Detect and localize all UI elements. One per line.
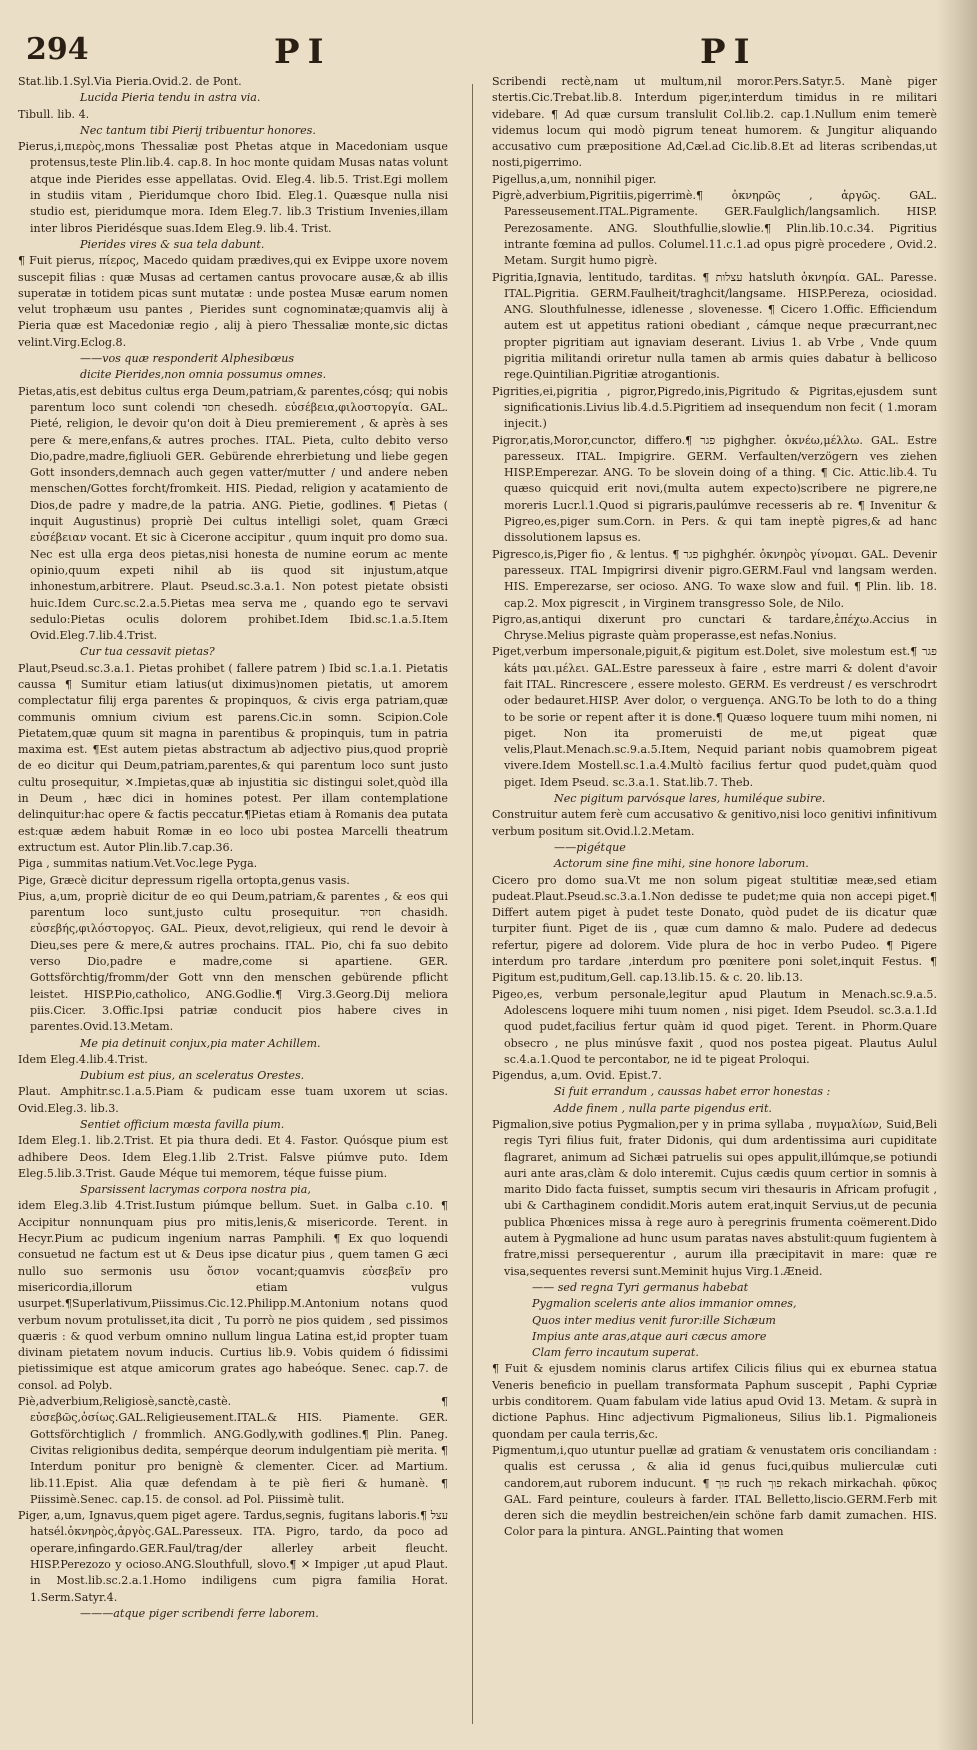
dictionary-entry: Piger, a,um, Ignavus,quem piget agere. Tardus,segnis, fugitans laboris.¶ עצל hatsél.ὀκνηρὸς,ἀργὸς.GAL.Paresseux. ITA. Pigro, tardo, da poco ad operare,infingardo.GER.Faul/trag/der allerley arbeit fleucht. HISP.Perezozo y ocioso.ANG.Slouthfull, slovo.¶ ✕ Impiger ,ut apud Plaut. in Most.lib.sc.2.a.1.Homo indiligens cum pigra familia Horat. 1.Serm.Satyr.4. <box>18 1509 448 1604</box>
dictionary-entry: Pigellus,a,um, nonnihil piger. <box>492 172 657 186</box>
dictionary-entry: Pigendus, a,um. Ovid. Epist.7. <box>492 1069 662 1083</box>
dictionary-entry: Plaut. Amphitr.sc.1.a.5.Piam & pudicam esse tuam uxorem ut scias. Ovid.Eleg.3. lib.3. <box>18 1085 448 1115</box>
dictionary-entry: Pietas,atis,est debitus cultus erga Deum,patriam,& parentes,cósq; qui nobis parentum loco sunt colendi חסד chesedh. εὐσέβεια,φιλοστοργία. GAL. Pieté, religion, le devoir qu'on doit à Dieu premierement , & après à ses pere & mere,enfans,& autres proches. ITAL. Pieta, culto debito verso Dio,padre,madre,figliuoli GER. Gebürende ehrerbietung und liebe gegen Gott insonders,demnach auch gegen vatter/mutter / und andere neben menschen/Gottes forcht/fromkeit. HIS. Piedad, religion y acatamiento de Dios,de padre y madre,de la patria. ANG. Pietie, godlines. ¶ Pietas ( inquit Augustinus) propriè Dei cultus intelligi solet, quam Græci εὐσέβειαν vocant. Et sic à Cicerone accipitur , quum inquit pro domo sua. Nec est ulla erga deos pietas,nisi honesta de numine eorum ac mente opinio,quum expeti nihil ab iis quod sit injustum,atque inhonestum,arbitrere. Plaut. Pseud.sc.3.a.1. Non potest pietate obsisti huic.Idem Curc.sc.2.a.5.Pietas mea serva me , quando ego te servavi sedulo:Pietas oculis dolorem prohibet.Idem Ibid.sc.1.a.5.Item Ovid.Eleg.7.lib.4.Trist. <box>18 384 448 643</box>
dictionary-entry: Pigmentum,i,quo utuntur puellæ ad gratiam & venustatem oris conciliandam : qualis est cerussa , & alia id genus fuci,quibus mulierculæ cuti candorem,aut ruborem inducunt. ¶ פוך ruch פוך rekach mirkachah. φῦκος GAL. Fard peinture, couleurs à farder. ITAL Belletto,liscio.GERM.Ferb mit deren sich die meydlin bestreichen/ein schöne farb damit zumachen. HIS. Color para la pintura. ANGL.Painting that women <box>492 1443 937 1539</box>
dictionary-entry: Si fuit errandum , caussas habet error honestas : <box>554 1085 831 1099</box>
dictionary-entry: Impius ante aras,atque auri cæcus amore <box>532 1329 767 1343</box>
left-column <box>18 74 448 1734</box>
dictionary-entry: Pigrities,ei,pigritia , pigror,Pigredo,inis,Pigritudo & Pigritas,ejusdem sunt significationis.Livius lib.4.d.5.Pigritiem ad insequendum non fecit ( 1.moram injecit.) <box>492 384 937 431</box>
dictionary-entry: ¶ Fuit pierus, πίερος, Macedo quidam prædives,qui ex Evippe uxore novem suscepit filias : quæ Musas ad certamen cantus provocare ausæ,& ab illis superatæ in totidem picas sunt mutatæ : unde postea Musæ earum nomen velut trophæum usu pantes , Pierides sunt cognominatæ;quamvis alij à Pieria quæ est Macedoniæ regio , alij à piero Thessaliæ monte,sic dictas velint.Virg.Eclog.8. <box>18 254 448 349</box>
page-number: 294 <box>26 32 89 67</box>
dictionary-entry: Pigmalion,sive potius Pygmalion,per y in prima syllaba , πυγμαλίων, Suid,Beli regis Tyri filius fuit, frater Didonis, qui dum ardentissima auri cupiditate flagraret, animum ad Sichæi patruelis sui opes appulit,illúmque,se potiundi auri ante aras,clàm & dolo interemit. Cujus cædis quum certior in somnis à marito Dido facta fuisset, sumptis secum viri thesauris in Africam profugit , ubi & Carthaginem condidit.Moris autem erat,inquit Servius,ut de pecunia publica Phœnices missa à rege auro à peregrinis frumenta coëmerent.Dido autem à Pygmalione ad hunc usum paratas naves abstulit:quum fugientem à fratre,missi persequerentur , aurum illa præcipitavit in mare: quæ re visa,sequentes reversi sunt.Meminit hujus Virg.1.Æneid. <box>492 1118 937 1278</box>
dictionary-entry: Pius, a,um, propriè dicitur de eo qui Deum,patriam,& parentes , & eos qui parentum loco sunt,justo cultu prosequitur. חסיד chasidh. εὐσεβής,φιλόστοργος. GAL. Pieux, devot,religieux, qui rend le devoir à Dieu,ses pere & mere,& autres prochains. ITAL. Pio, chi fa suo debito verso Dio,padre e madre,come si apartiene. GER. Gottsförchtig/fromm/der Gott vnn den menschen gebürende pflicht leistet. HISP.Pio,catholico, ANG.Godlie.¶ Virg.3.Georg.Dij meliora piis.Cicer. 3.Offic.Ipsi patriæ conducit pios habere cives in parentes.Ovid.13.Metam. <box>18 889 448 1034</box>
dictionary-entry: Sentiet officium mœsta favilla pium. <box>80 1118 285 1131</box>
dictionary-entry: Idem Eleg.4.lib.4.Trist. <box>18 1052 148 1066</box>
page-gutter-shadow <box>937 0 977 1750</box>
dictionary-entry: Pigro,as,antiqui dixerunt pro cunctari & tardare,ἐπέχω.Accius in Chryse.Melius pigraste quàm properasse,est nefas.Nonius. <box>492 612 937 643</box>
dictionary-entry: Construitur autem ferè cum accusativo & genitivo,nisi loco genitivi infinitivum verbum positum sit.Ovid.l.2.Metam. <box>492 808 937 838</box>
dictionary-entry: Sparsissent lacrymas corpora nostra pia, <box>80 1183 311 1197</box>
dictionary-entry: Me pia detinuit conjux,pia mater Achillem. <box>80 1036 321 1050</box>
dictionary-entry: Pierus,i,πιερὸς,mons Thessaliæ post Phetas atque in Macedoniam usque protensus,teste Plin.lib.4. cap.8. In hoc monte quidam Musas natas volunt atque inde Pierides esse appellatas. Ovid. Eleg.4. lib.5. Trist.Egi mollem in studiis vitam , Pieridumque choro Ibid. Eleg.1. Quæsque nulla nisi studio est, pieridumque mora. Idem Eleg.7. lib.3 Tristium Invenies,illam inter libros Pieridésque suas.Idem Eleg.9. lib.4. Trist. <box>18 140 448 235</box>
dictionary-entry: Nec tantum tibi Pierij tribuentur honores. <box>80 123 316 137</box>
dictionary-entry: Pigresco,is,Piger fio , & lentus. ¶ פגר pighghér. ὀκνηρὸς γίνομαι. GAL. Devenir paresseux. ITAL Impigrirsi divenir pigro.GERM.Faul vnd langsam werden. HIS. Emperezarse, ser ocioso. ANG. To waxe slow and fuil. ¶ Plin. lib. 18. cap.2. Mox pigrescit , in Virginem transgresso Sole, de Nilo. <box>492 547 937 610</box>
dictionary-entry: Lucida Pieria tendu in astra via. <box>80 91 261 105</box>
page-header <box>0 32 977 80</box>
dictionary-entry: Piè,adverbium,Religiosè,sanctè,castè. ¶ εὐσεβῶς,ὁσίως.GAL.Religieusement.ITAL.& HIS. Piamente. GER. Gottsförchtiglich / frommlich. ANG.Godly,with godlines.¶ Plin. Paneg. Civitas religionibus dedita, sempérque deorum indulgentiam piè merita. ¶ Interdum ponitur pro benignè & clementer. Cicer. ad Martium. lib.11.Epist. Alia quæ defendam à te piè fieri & humanè. ¶ Piissimè.Senec. cap.15. de consol. ad Pol. Piissimè tulit. <box>18 1395 448 1506</box>
dictionary-entry: Pigrè,adverbium,Pigritiis,pigerrimè.¶ ὀκνηρῶς , ἀργῶς. GAL. Paresseusement.ITAL.Pigramente. GER.Faulglich/langsamlich. HISP. Perezosamente. ANG. Slouthfullie,slowlie.¶ Plin.lib.10.c.34. Pigritius intrante fœmina ad pullos. Columel.11.c.1.ad opus pigrè procedere , Ovid.2. Metam. Surgit humo pigrè. <box>492 189 937 268</box>
dictionary-entry: Pigritia,Ignavia, lentitudo, tarditas. ¶ עצלות hatsluth ὀκνηρία. GAL. Paresse. ITAL.Pigritia. GERM.Faulheit/traghcit/langsame. HISP.Pereza, ociosidad. ANG. Slouthfulnesse, idlenesse , slovenesse. ¶ Cicero 1.Offic. Efficiendum autem est ut appetitus rationi obediant , cámque neque præcurrant,nec propter pigritiam aut ignaviam deserant. Livius 1. ab Vrbe , Vnde quum pigritia militandi oriretur nulla tamen ab armis quies dabatur à bellicoso rege.Quintilian.Pigritiæ atrogantionis. <box>492 270 937 382</box>
right-running-head: PI <box>700 32 758 72</box>
dictionary-entry: Pierides vires & sua tela dabunt. <box>80 237 265 251</box>
dictionary-entry: Quos inter medius venit furor:ille Sichæum <box>532 1313 776 1327</box>
dictionary-entry: idem Eleg.3.lib 4.Trist.Iustum piúmque bellum. Suet. in Galba c.10. ¶ Accipitur nonnunquam pius pro mitis,lenis,& misericorde. Terent. in Hecyr.Pium ac pudicum ingenium narras Pamphili. ¶ Ex quo loquendi consuetud ne factum est ut & Deus ipse dicatur pius , quem tamen G æci nullo suo sermonis usu ὅσιον vocant;quamvis εὐσεβεῖν pro misericordia,illorum etiam vulgus usurpet.¶Superlativum,Piissimus.Cic.12.Philipp.M.Antonium notans quod verbum novum protulisset,ita dicit , Tu porrò ne pios quidem , sed pissimos quæris : & quod verbum omnino nullum lingua Latina est,id propter tuam divinam pietatem novum inducis. Curtius lib.9. Vobis quidem ó fidissimi pietissimique est atque amicorum grates ago habeóque. Senec. cap.7. de consol. ad Polyb. <box>18 1199 448 1392</box>
dictionary-entry: Adde finem , nulla parte pigendus erit. <box>554 1101 772 1115</box>
dictionary-entry: Actorum sine fine mihi, sine honore laborum. <box>554 857 809 871</box>
dictionary-entry: Pygmalion sceleris ante alios immanior omnes, <box>532 1297 797 1311</box>
dictionary-entry: Pigror,atis,Moror,cunctor, differo.¶ פגר pighgher. ὀκνέω,μέλλω. GAL. Estre paresseux. ITAL. Impigrire. GERM. Verfaulten/verzögern ves ziehen HISP.Emperezar. ANG. To be slovein doing of a thing. ¶ Cic. Attic.lib.4. Tu quæso quicquid erit novi,(multa autem expecto)scribere ne pigrere,ne moreris Lucr.l.1.Quod si pigraris,paulúmve recesseris ab re. ¶ Invenitur & Pigreo,es,piger sum.Corn. in Pers. & qui tam ineptè pigres,& ad hanc dissolutionem lapsus es. <box>492 433 937 545</box>
left-running-head: PI <box>274 32 332 72</box>
dictionary-entry: Stat.lib.1.Syl.Via Pieria.Ovid.2. de Pont. <box>18 75 242 88</box>
dictionary-entry: ¶ Fuit & ejusdem nominis clarus artifex Cilicis filius qui ex eburnea statua Veneris beneficio in puellam transformata Paphum suscepit , Paphi Cypriæ urbis conditorem. Quam fabulam vide latius apud Ovid 13. Metam. & suprà in dictione Paphus. Hinc adjectivum Pigmalioneus, Silius lib.1. Pigmalioneis quondam per caula terris,&c. <box>492 1362 937 1441</box>
dictionary-entry: Pige, Græcè dicitur depressum rigella ortopta,genus vasis. <box>18 873 350 887</box>
dictionary-entry: Clam ferro incautum superat. <box>532 1346 699 1360</box>
dictionary-entry: Pigeo,es, verbum personale,legitur apud Plautum in Menach.sc.9.a.5. Adolescens loquere mihi tuum nomen , nisi piget. Idem Pseudol. sc.3.a.1.Id quod pudet,facilius fertur quàm id quod piget. Terent. in Phorm.Quare obsecro , ne plus minúsve faxit , quod nos postea pigeat. Plautus Aulul sc.4.a.1.Quod te percontabor, ne id te pigeat Proloqui. <box>492 987 937 1066</box>
dictionary-entry: Idem Eleg.1. lib.2.Trist. Et pia thura dedi. Et 4. Fastor. Quósque pium est adhibere Deos. Idem Eleg.1.lib 2.Trist. Falsve piúmve puto. Idem Eleg.5.lib.3.Trist. Gaude Méque tui memorem, téque fuisse pium. <box>18 1134 448 1180</box>
dictionary-entry: ——vos quæ responderit Alphesibœus <box>80 352 295 366</box>
dictionary-entry: Nec pigitum parvósque lares, humiléque subire. <box>554 792 826 806</box>
dictionary-entry: Dubium est pius, an sceleratus Orestes. <box>80 1069 305 1083</box>
dictionary-entry: Piget,verbum impersonale,piguit,& pigitum est.Dolet, sive molestum est.¶ פגר káts μαι.μέλει. GAL.Estre paresseux à faire , estre marri & dolent d'avoir fait ITAL. Rincrescere , essere molesto. GERM. Es verdreust / es verschrodrt oder bedauret.HISP. Aver dolor, o verguença. ANG.To be loth to do a thing to be sorie or repent after it is done.¶ Quæso loquere tuum mihi nomen, ni piget. Non ita promeruisti de me,ut pigeat quæ velis,Plaut.Menach.sc.9.a.5.Item, Nequid pariant nobis quamobrem pigeat vivere.Idem Mostell.sc.1.a.4.Multò facilius fertur quod pudet,quàm quod piget. Idem Pseud. sc.3.a.1. Stat.lib.7. Theb. <box>492 645 937 789</box>
dictionary-entry: Cur tua cessavit pietas? <box>80 645 215 659</box>
right-column <box>492 74 937 1734</box>
dictionary-entry: Scribendi rectè,nam ut multum,nil moror.Pers.Satyr.5. Manè piger stertis.Cic.Trebat.lib.8. Interdum piger,interdum timidus in re militari videbare. ¶ Ad quæ cursum translulit Col.lib.2. cap.1.Nullum enim temerè videmus locum qui modò pigrum teneat humorem. & Jungitur aliquando accusativo cum præpositione Ad,Cæl.ad Cic.lib.8.Et ad literas scribendas,ut nosti,pigerrimo. <box>492 75 937 170</box>
dictionary-entry: Cicero pro domo sua.Vt me non solum pigeat stultitiæ meæ,sed etiam pudeat.Plaut.Pseud.sc.3.a.1.Non dedisse te pudet;me quia non accepi piget.¶ Differt autem piget à pudet teste Donato, quòd pudet de iis dicatur quæ turpiter fiunt. Piget de iis , quæ cum damno & malo. Pudere ad dedecus refertur, pigere ad dolorem. Vide plura de hoc in verbo Pudeo. ¶ Pigere interdum pro tardare ,interdum pro pœnitere poni solet,inquit Festus. ¶ Pigitum est,puditum,Gell. cap.13.lib.15. & c. 20. lib.13. <box>492 873 937 985</box>
dictionary-entry: dicite Pierides,non omnia possumus omnes. <box>80 368 327 382</box>
column-divider <box>472 84 473 1724</box>
dictionary-entry: Plaut,Pseud.sc.3.a.1. Pietas prohibet ( fallere patrem ) Ibid sc.1.a.1. Pietatis caussa ¶ Sumitur etiam latius(ut diximus)nomen pietatis, ut amorem complectatur filij erga parentes & propinquos, & civis erga patriam,quæ communis omnium civium est parens.Cic.in somn. Scipion.Cole Pietatem,quæ quum sit magna in parentibus & propinquis, tum in patria maxima est. ¶Est autem pietas abstractum ab adjectivo pius,quod propriè de eo dicitur qui Deum,patriam,parentes,& qui parentum loco sunt justo cultu prosequitur, ✕.Impietas,quæ ab injustitia sic distingui solet,quòd illa in Deum , hæc dici in homines potest. Per illam contemplatione delinquitur:hac opere & factis peccatur.¶Pietas etiam à Romanis dea putata est:quæ ædem habuit Romæ in eo loco ubi postea Marcelli theatrum extructum est. Autor Plin.lib.7.cap.36. <box>18 661 448 854</box>
dictionary-entry: ——pigétque <box>554 840 626 854</box>
dictionary-entry: Piga , summitas natium.Vet.Voc.lege Pyga. <box>18 857 258 871</box>
dictionary-entry: Tibull. lib. 4. <box>18 107 90 121</box>
dictionary-entry: —— sed regna Tyri germanus habebat <box>532 1280 749 1294</box>
dictionary-entry: ———atque piger scribendi ferre laborem. <box>80 1606 319 1620</box>
